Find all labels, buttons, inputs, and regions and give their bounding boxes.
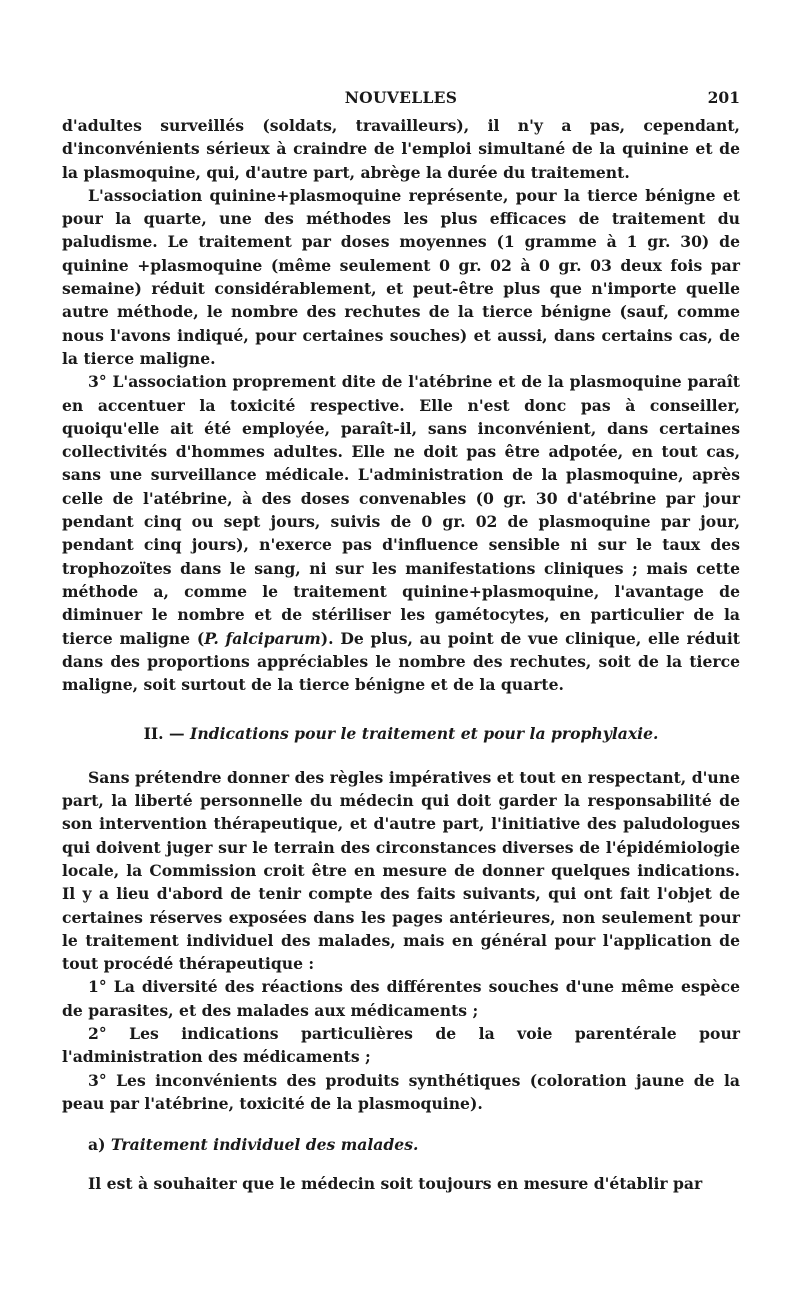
subsection-title: Traitement individuel des malades. — [110, 1135, 419, 1155]
body-text-section-2 — [62, 766, 740, 1115]
paragraph-intro-indications: Sans prétendre donner des règles impératives et tout en respectant, d'une part, la liberté personnelle du médecin qui doit garder la responsabilité de son intervention thérapeutique, et d'autre part, l'initiative des paludologues qui doivent juger sur le terrain des circonstances diverses de l'épidémiologie locale, la Commission croit être en mesure de donner quelques indications. Il y a lieu d'abord de tenir compte des faits suivants, qui ont fait l'objet de certaines réserves exposées dans les pages antérieures, non seulement pour le traitement individuel des malades, mais en général pour l'application de tout procédé thérapeutique : — [62, 767, 740, 974]
body-text — [62, 114, 740, 696]
section-heading — [62, 722, 740, 745]
section-title: Indications pour le traitement et pour la prophylaxie. — [190, 724, 659, 744]
paragraph-3-tail: ). De plus, au point de vue clinique, elle réduit dans des proportions appréciables le nombre des rechutes, soit de la tierce maligne, soit surtout de la tierce bénigne et de la quarte. — [62, 628, 741, 695]
page-number: 201 — [707, 88, 740, 107]
list-item-2: 2° Les indications particulières de la voie parentérale pour l'administration des médicaments ; — [62, 1023, 740, 1067]
paragraph-3-text: 3° L'association proprement dite de l'atébrine et de la plasmoquine paraît en accentuer la toxicité respective. Elle n'est donc pas à conseiller, quoiqu'elle ait été employée, paraît-il, sans inconvénient, dans certaines collectivités d'hommes adultes. Elle ne doit pas être adpotée, en tout cas, sans une surveillance médicale. L'administration de la plasmoquine, après celle de l'atébrine, à des doses convenables (0 gr. 30 d'atébrine par jour pendant cinq ou sept jours, suivis de 0 gr. 02 de plasmoquine par jour, pendant cinq jours), n'exerce pas d'influence sensible ni sur le taux des trophozoïtes dans le sang, ni sur les manifestations cliniques ; mais cette méthode a, comme le traitement quinine+plasmoquine, l'avantage de diminuer le nombre et de stériliser les gamétocytes, en particulier de la tierce maligne ( — [62, 372, 740, 648]
paragraph-last: Il est à souhaiter que le médecin soit toujours en mesure d'établir par — [88, 1174, 703, 1194]
list-item-1: 1° La diversité des réactions des différentes souches d'une même espèce de parasites, et des malades aux médicaments ; — [62, 977, 740, 1020]
section-number: II. — — [143, 724, 191, 744]
paragraph-continuation: d'adultes surveillés (soldats, travailleurs), il n'y a pas, cependant, d'inconvénients sérieux à craindre de l'emploi simultané de la quinine et de la plasmoquine, qui, d'autre part, abrège la durée du traitement. — [62, 116, 740, 182]
running-header — [62, 88, 740, 114]
species-name: P. falciparum — [204, 628, 321, 648]
subsection-heading — [88, 1133, 740, 1156]
subsection-letter: a) — [88, 1135, 111, 1155]
paragraph-quinine-plasmoquine: L'association quinine+plasmoquine représente, pour la tierce bénigne et pour la quarte, une des méthodes les plus efficaces de traitement du paludisme. Le traitement par doses moyennes (1 gramme à 1 gr. 30) de quinine +plasmoquine (même seulement 0 gr. 02 à 0 gr. 03 deux fois par semaine) réduit considérablement, et peut-être plus que n'importe quelle autre méthode, le nombre des rechutes de la tierce bénigne (sauf, comme nous l'avons indiqué, pour certaines souches) et aussi, dans certains cas, de la tierce maligne. — [62, 185, 740, 368]
paragraph-atebrine-plasmoquine — [62, 370, 740, 696]
body-text-subsection — [62, 1172, 740, 1195]
document-page — [62, 88, 740, 1196]
list-item-3: 3° Les inconvénients des produits synthétiques (coloration jaune de la peau par l'atébrine, toxicité de la plasmoquine). — [62, 1070, 740, 1113]
running-title: NOUVELLES — [344, 88, 458, 107]
